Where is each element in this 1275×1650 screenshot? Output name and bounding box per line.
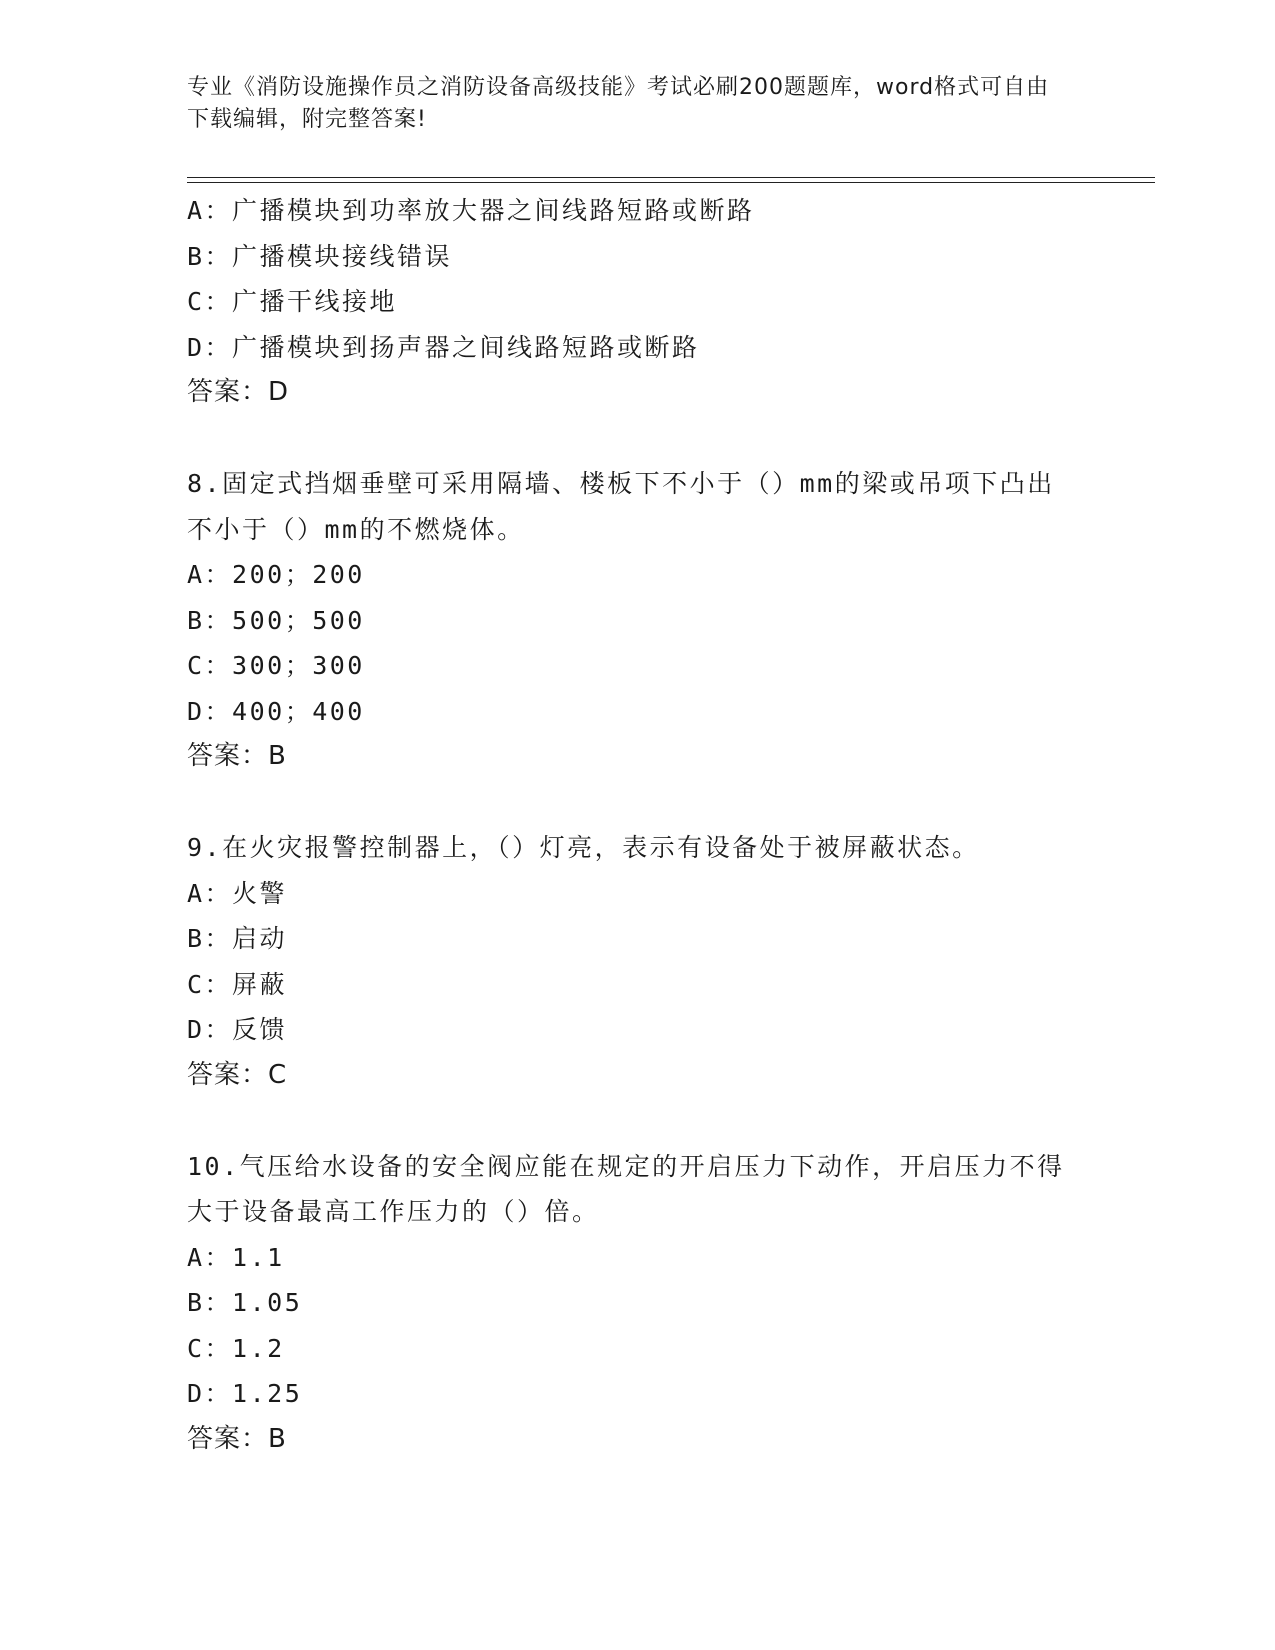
option-d: D：反馈	[187, 1015, 288, 1044]
spacer	[187, 416, 1087, 462]
option-d: D：广播模块到扬声器之间线路短路或断路	[187, 332, 700, 362]
option-a: A：1.1	[187, 1242, 285, 1272]
option-b: B：广播模块接线错误	[187, 241, 453, 271]
option-d: D：400；400	[187, 696, 365, 726]
answer-line: 答案：D	[187, 377, 290, 407]
option-c: C：300；300	[187, 651, 365, 680]
question-list	[187, 188, 1087, 1462]
option-a: A：广播模块到功率放大器之间线路短路或断路	[187, 196, 755, 225]
document-header: 专业《消防设施操作员之消防设备高级技能》考试必刷200题题库，word格式可自由下载编辑，附完整答案!	[187, 75, 1050, 132]
option-c: C：广播干线接地	[187, 287, 398, 316]
header-divider-top	[187, 177, 1155, 178]
question-block-7	[187, 188, 1087, 416]
option-d: D：1.25	[187, 1379, 303, 1408]
option-a: A：火警	[187, 878, 288, 908]
option-b: B：启动	[187, 924, 288, 953]
question-text: 9.在火灾报警控制器上，（）灯亮，表示有设备处于被屏蔽状态。	[187, 833, 980, 862]
option-b: B：500；500	[187, 605, 365, 635]
answer-line: 答案：B	[187, 741, 287, 771]
spacer	[187, 780, 1087, 826]
spacer	[187, 1098, 1087, 1144]
question-block-9	[187, 825, 1087, 1098]
question-text: 8.固定式挡烟垂壁可采用隔墙、楼板下不小于（）mm的梁或吊项下凸出不小于（）mm的不燃烧体。	[187, 469, 1055, 544]
header-divider-bottom	[187, 182, 1155, 183]
option-b: B：1.05	[187, 1288, 303, 1317]
question-block-8	[187, 461, 1087, 780]
question-block-10	[187, 1144, 1087, 1463]
option-c: C：1.2	[187, 1333, 285, 1363]
question-text: 10.气压给水设备的安全阀应能在规定的开启压力下动作，开启压力不得大于设备最高工作压力的（）倍。	[187, 1151, 1065, 1226]
answer-line: 答案：C	[187, 1059, 288, 1090]
answer-line: 答案：B	[187, 1423, 287, 1454]
option-c: C：屏蔽	[187, 969, 288, 999]
option-a: A：200；200	[187, 560, 365, 589]
